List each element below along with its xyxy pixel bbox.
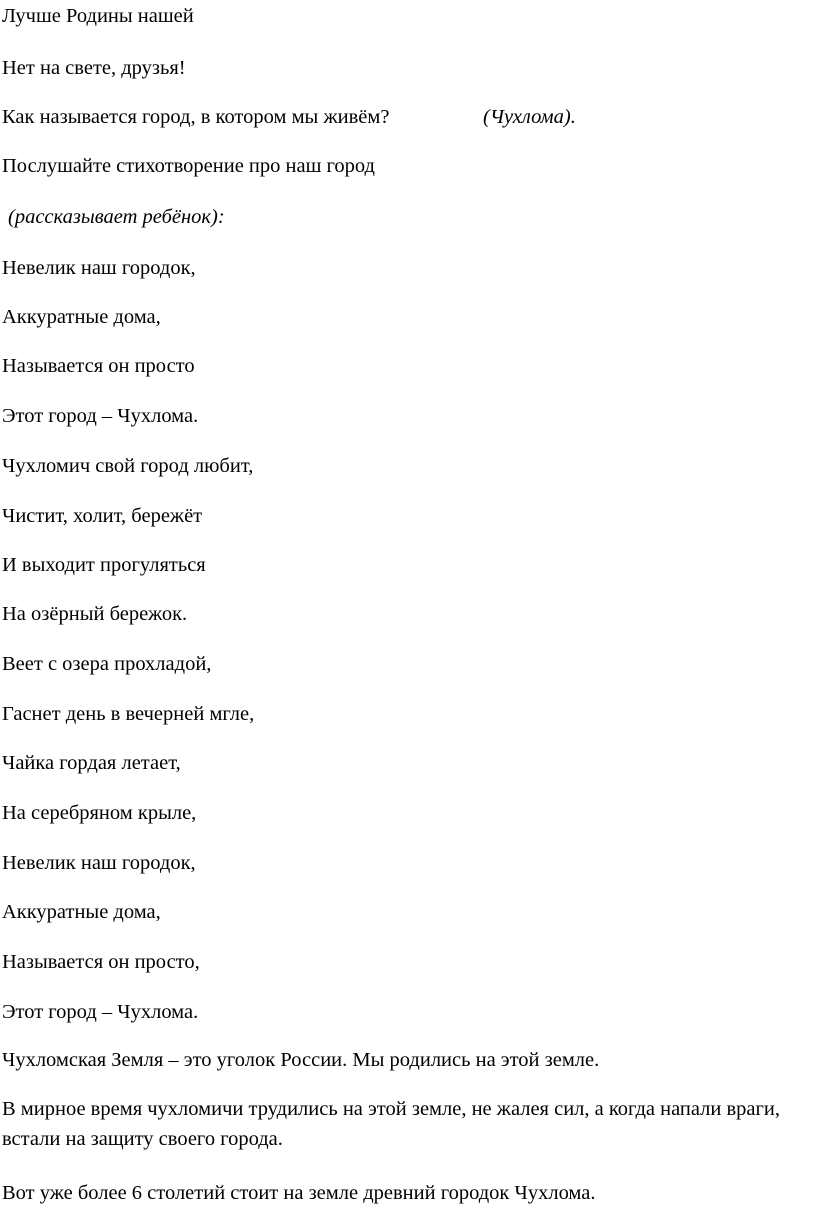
poem-line: Чайка гордая летает, <box>2 752 181 774</box>
poem-line: Веет с озера прохладой, <box>2 653 212 675</box>
text-paragraph: В мирное время чухломичи трудились на этой земле, не жалея сил, а когда напали враги, встали на защиту своего города. <box>2 1098 780 1150</box>
text-line: Нет на свете, друзья! <box>2 57 186 79</box>
poem-line: Чистит, холит, бережёт <box>2 505 203 527</box>
text-line: Лучше Родины нашей <box>2 5 194 27</box>
text-line: Вот уже более 6 столетий стоит на земле древний городок Чухлома. <box>2 1182 596 1204</box>
text-line: Как называется город, в котором мы живём? <box>2 106 390 128</box>
text-line: Чухломская Земля – это уголок России. Мы родились на этой земле. <box>2 1049 600 1071</box>
poem-line: Называется он просто, <box>2 951 200 973</box>
poem-line: Аккуратные дома, <box>2 306 161 328</box>
poem-line: Называется он просто <box>2 355 195 377</box>
poem-line: Этот город – Чухлома. <box>2 405 199 427</box>
poem-line: Аккуратные дома, <box>2 901 161 923</box>
poem-line: Невелик наш городок, <box>2 257 196 279</box>
poem-line: Гаснет день в вечерней мгле, <box>2 703 255 725</box>
poem-line: И выходит прогуляться <box>2 554 206 576</box>
italic-stage-direction: (рассказывает ребёнок): <box>8 206 225 228</box>
poem-line: Чухломич свой город любит, <box>2 455 254 477</box>
text-line: Послушайте стихотворение про наш город <box>2 155 375 177</box>
poem-line: На озёрный бережок. <box>2 603 188 625</box>
poem-line: Невелик наш городок, <box>2 852 196 874</box>
poem-line: На серебряном крыле, <box>2 802 197 824</box>
italic-answer: (Чухлома). <box>483 106 576 128</box>
poem-line: Этот город – Чухлома. <box>2 1001 199 1023</box>
